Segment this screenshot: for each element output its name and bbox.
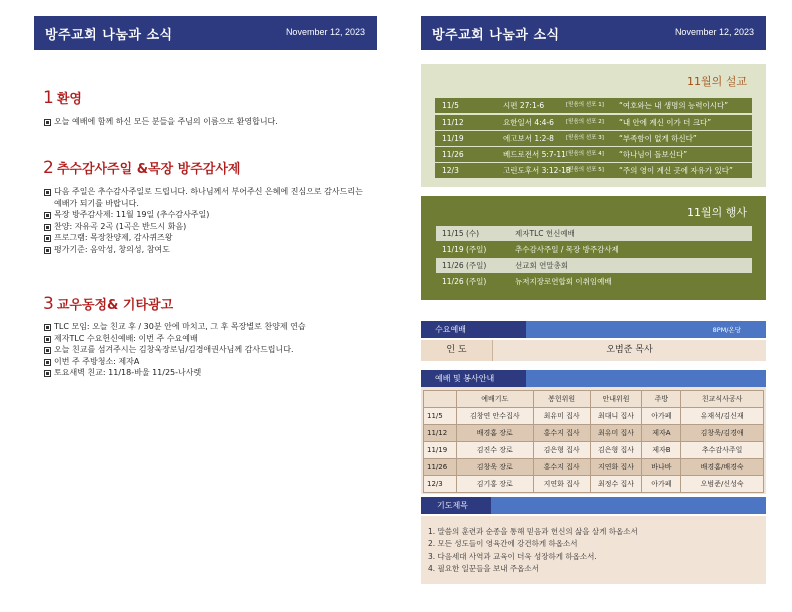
section-3-title [43,294,173,314]
sermon-title: “내 안에 계신 이가 더 크다” [619,118,712,127]
left-header [34,16,377,50]
section-3-heading: 교우동정& 기타광고 [56,298,174,313]
table-cell: 최유미 집사 [590,425,642,442]
table-cell: 바나바 [642,459,681,476]
sermon-box [421,64,766,187]
table-cell: 11/5 [424,408,457,425]
table-cell: 아가페 [642,476,681,493]
event-date: 11/26 (주일) [442,277,487,286]
sermon-row [435,147,752,162]
right-header-date: November 12, 2023 [674,27,754,37]
event-name: 추수감사주일 / 목장 방주감사제 [515,245,619,254]
event-row [436,242,752,257]
event-date: 11/19 (주일) [442,245,487,254]
list-item: 찬양: 자유곡 2곡 (1곡은 반드시 화음) [43,221,373,233]
sermon-date: 11/12 [442,118,464,127]
column-header: 주방 [642,391,681,408]
table-cell: 홍수지 집사 [533,425,590,442]
prayer-box [421,516,766,584]
service-label: 예배 및 봉사안내 [421,370,526,387]
table-cell: 11/26 [424,459,457,476]
table-row [424,425,764,442]
column-header: 친교식사공사 [681,391,764,408]
list-item: 제자TLC 수요헌신예배: 이번 주 수요예배 [43,333,373,345]
sermon-passage: 에고보서 1:2-8 [503,134,554,143]
table-cell: 김은형 집사 [533,442,590,459]
prayer-bar-fill [491,497,766,514]
event-row [436,274,752,289]
sermon-passage: 시편 27:1-6 [503,101,545,110]
table-cell: 최정수 집사 [590,476,642,493]
table-cell: 지연화 집사 [533,476,590,493]
table-cell: 11/12 [424,425,457,442]
sermon-row [435,163,752,178]
list-item: 이번 주 주방청소: 제자A [43,356,373,368]
event-name: 뉴저지장로연합회 이취임예배 [515,277,612,286]
table-cell: 유재석/김신재 [681,408,764,425]
table-cell: 제자A [642,425,681,442]
section-2-number: 2 [43,158,54,178]
sermon-passage: 베드로전서 5:7-11 [503,150,566,159]
section-2-list [43,186,373,256]
prayer-list [428,526,638,575]
sermon-title: “하나님이 돌보신다” [619,150,688,159]
prayer-label: 기도제목 [421,497,491,514]
sermon-series: [믿음의 선포 1] [566,102,604,108]
right-header-title: 방주교회 나눔과 소식 [432,28,560,43]
worship-label: 수요예배 [421,321,526,338]
list-item: 토요새벽 친교: 11/18-바울 11/25-나사렛 [43,367,373,379]
table-cell: 제자B [642,442,681,459]
section-2-title [43,158,240,178]
sermon-date: 12/3 [442,166,459,175]
worship-bar [421,321,766,338]
section-3-number: 3 [43,294,54,314]
table-cell: 김창욱/김경애 [681,425,764,442]
list-item: TLC 모임: 오늘 친교 후 / 30분 안에 마치고, 그 후 목장별로 찬양제 연습 [43,321,373,333]
list-item: 다음 주일은 추수감사주일로 드립니다. 하나님께서 부어주신 은혜에 진심으로 감사드리는 예배가 되기를 바랍니다. [43,186,373,209]
sermon-series: [믿음의 선포 2] [566,119,604,125]
sermon-series: [믿음의 선포 3] [566,135,604,141]
events-box [421,196,766,300]
sermon-date: 11/19 [442,134,464,143]
list-item: 1. 말씀의 훈련과 순종을 통해 믿음과 헌신의 삶을 살게 하옵소서 [428,527,638,536]
events-box-title: 11월의 행사 [687,206,747,219]
sermon-box-title: 11월의 설교 [687,75,747,88]
list-item: 3. 다음세대 사역과 교육이 더욱 성장하게 하옵소서. [428,551,597,561]
list-item: 4. 필요한 일꾼들을 보내 주옵소서 [428,563,539,573]
event-name: 제자TLC 헌신예배 [515,229,575,238]
sermon-row [435,131,752,146]
sermon-title: “부족함이 없게 하신다” [619,134,697,143]
table-cell: 최대니 집사 [590,408,642,425]
list-item: 프로그램: 목장찬양제, 감사퀴즈왕 [43,232,373,244]
section-3-list [43,321,373,379]
section-1-heading: 환영 [56,92,82,107]
sermon-title: “주의 영이 계신 곳에 자유가 있다” [619,166,733,175]
table-row [424,408,764,425]
list-item: 목장 방주감사제: 11월 19일 (추수감사주일) [43,209,373,221]
table-cell: 추수감사주일 [681,442,764,459]
table-cell: 배경홈/배경숙 [681,459,764,476]
sermon-passage: 요한일서 4:4-6 [503,118,554,127]
list-item: 평가기준: 음악성, 창의성, 참여도 [43,244,373,256]
leader-name: 오범준 목사 [606,345,653,355]
list-item: 오늘 예배에 함께 하신 모든 분들을 주님의 이름으로 환영합니다. [43,116,373,128]
service-table [423,390,764,493]
table-cell: 김은형 집사 [590,442,642,459]
event-row [436,258,752,273]
column-header [424,391,457,408]
table-cell: 최유미 집사 [533,408,590,425]
leader-row [421,340,766,361]
event-row [436,226,752,241]
sermon-series: [믿음의 선포 5] [566,167,604,173]
section-1-number: 1 [43,88,54,108]
table-cell: 김창연 안수집사 [456,408,533,425]
section-2-heading: 추수감사주일 &목장 방주감사제 [56,162,241,177]
table-cell: 김진수 장로 [456,442,533,459]
sermon-date: 11/5 [442,101,459,110]
table-cell: 김창욱 장로 [456,459,533,476]
table-cell: 배경홈 장로 [456,425,533,442]
sermon-row [435,98,752,113]
table-cell: 오범준/신성숙 [681,476,764,493]
table-row [424,442,764,459]
table-cell: 12/3 [424,476,457,493]
worship-time: 8PM/온당 [712,326,741,334]
service-bar [421,370,766,387]
event-date: 11/26 (주일) [442,261,487,270]
list-item: 2. 모든 성도들이 영육간에 강건하게 하옵소서 [428,539,578,549]
section-1-title [43,88,82,108]
sermon-series: [믿음의 선포 4] [566,151,604,157]
table-row [424,459,764,476]
table-cell: 홍수지 집사 [533,459,590,476]
table-cell: 11/19 [424,442,457,459]
sermon-row [435,115,752,130]
right-header [421,16,766,50]
list-item: 오늘 친교를 섬겨주시는 김창욱장로님/김경애권사님께 감사드립니다. [43,344,373,356]
table-cell: 김기홍 장로 [456,476,533,493]
column-header: 봉헌위원 [533,391,590,408]
section-1-list [43,116,373,128]
service-bar-fill [526,370,766,387]
prayer-bar [421,497,766,514]
event-date: 11/15 (수) [442,229,480,238]
event-name: 선교회 연말총회 [515,261,569,270]
sermon-title: “여호와는 내 생명의 능력이시다” [619,101,729,110]
service-table-wrap [421,387,766,494]
left-header-date: November 12, 2023 [285,27,365,37]
table-row [424,476,764,493]
leader-label: 인 도 [421,340,493,361]
sermon-passage: 고린도후서 3:12-18 [503,166,571,175]
column-header: 예배기도 [456,391,533,408]
table-cell: 아가페 [642,408,681,425]
left-header-title: 방주교회 나눔과 소식 [45,28,173,43]
table-header-row [424,391,764,408]
table-cell: 지연화 집사 [590,459,642,476]
sermon-date: 11/26 [442,150,464,159]
column-header: 안내위원 [590,391,642,408]
